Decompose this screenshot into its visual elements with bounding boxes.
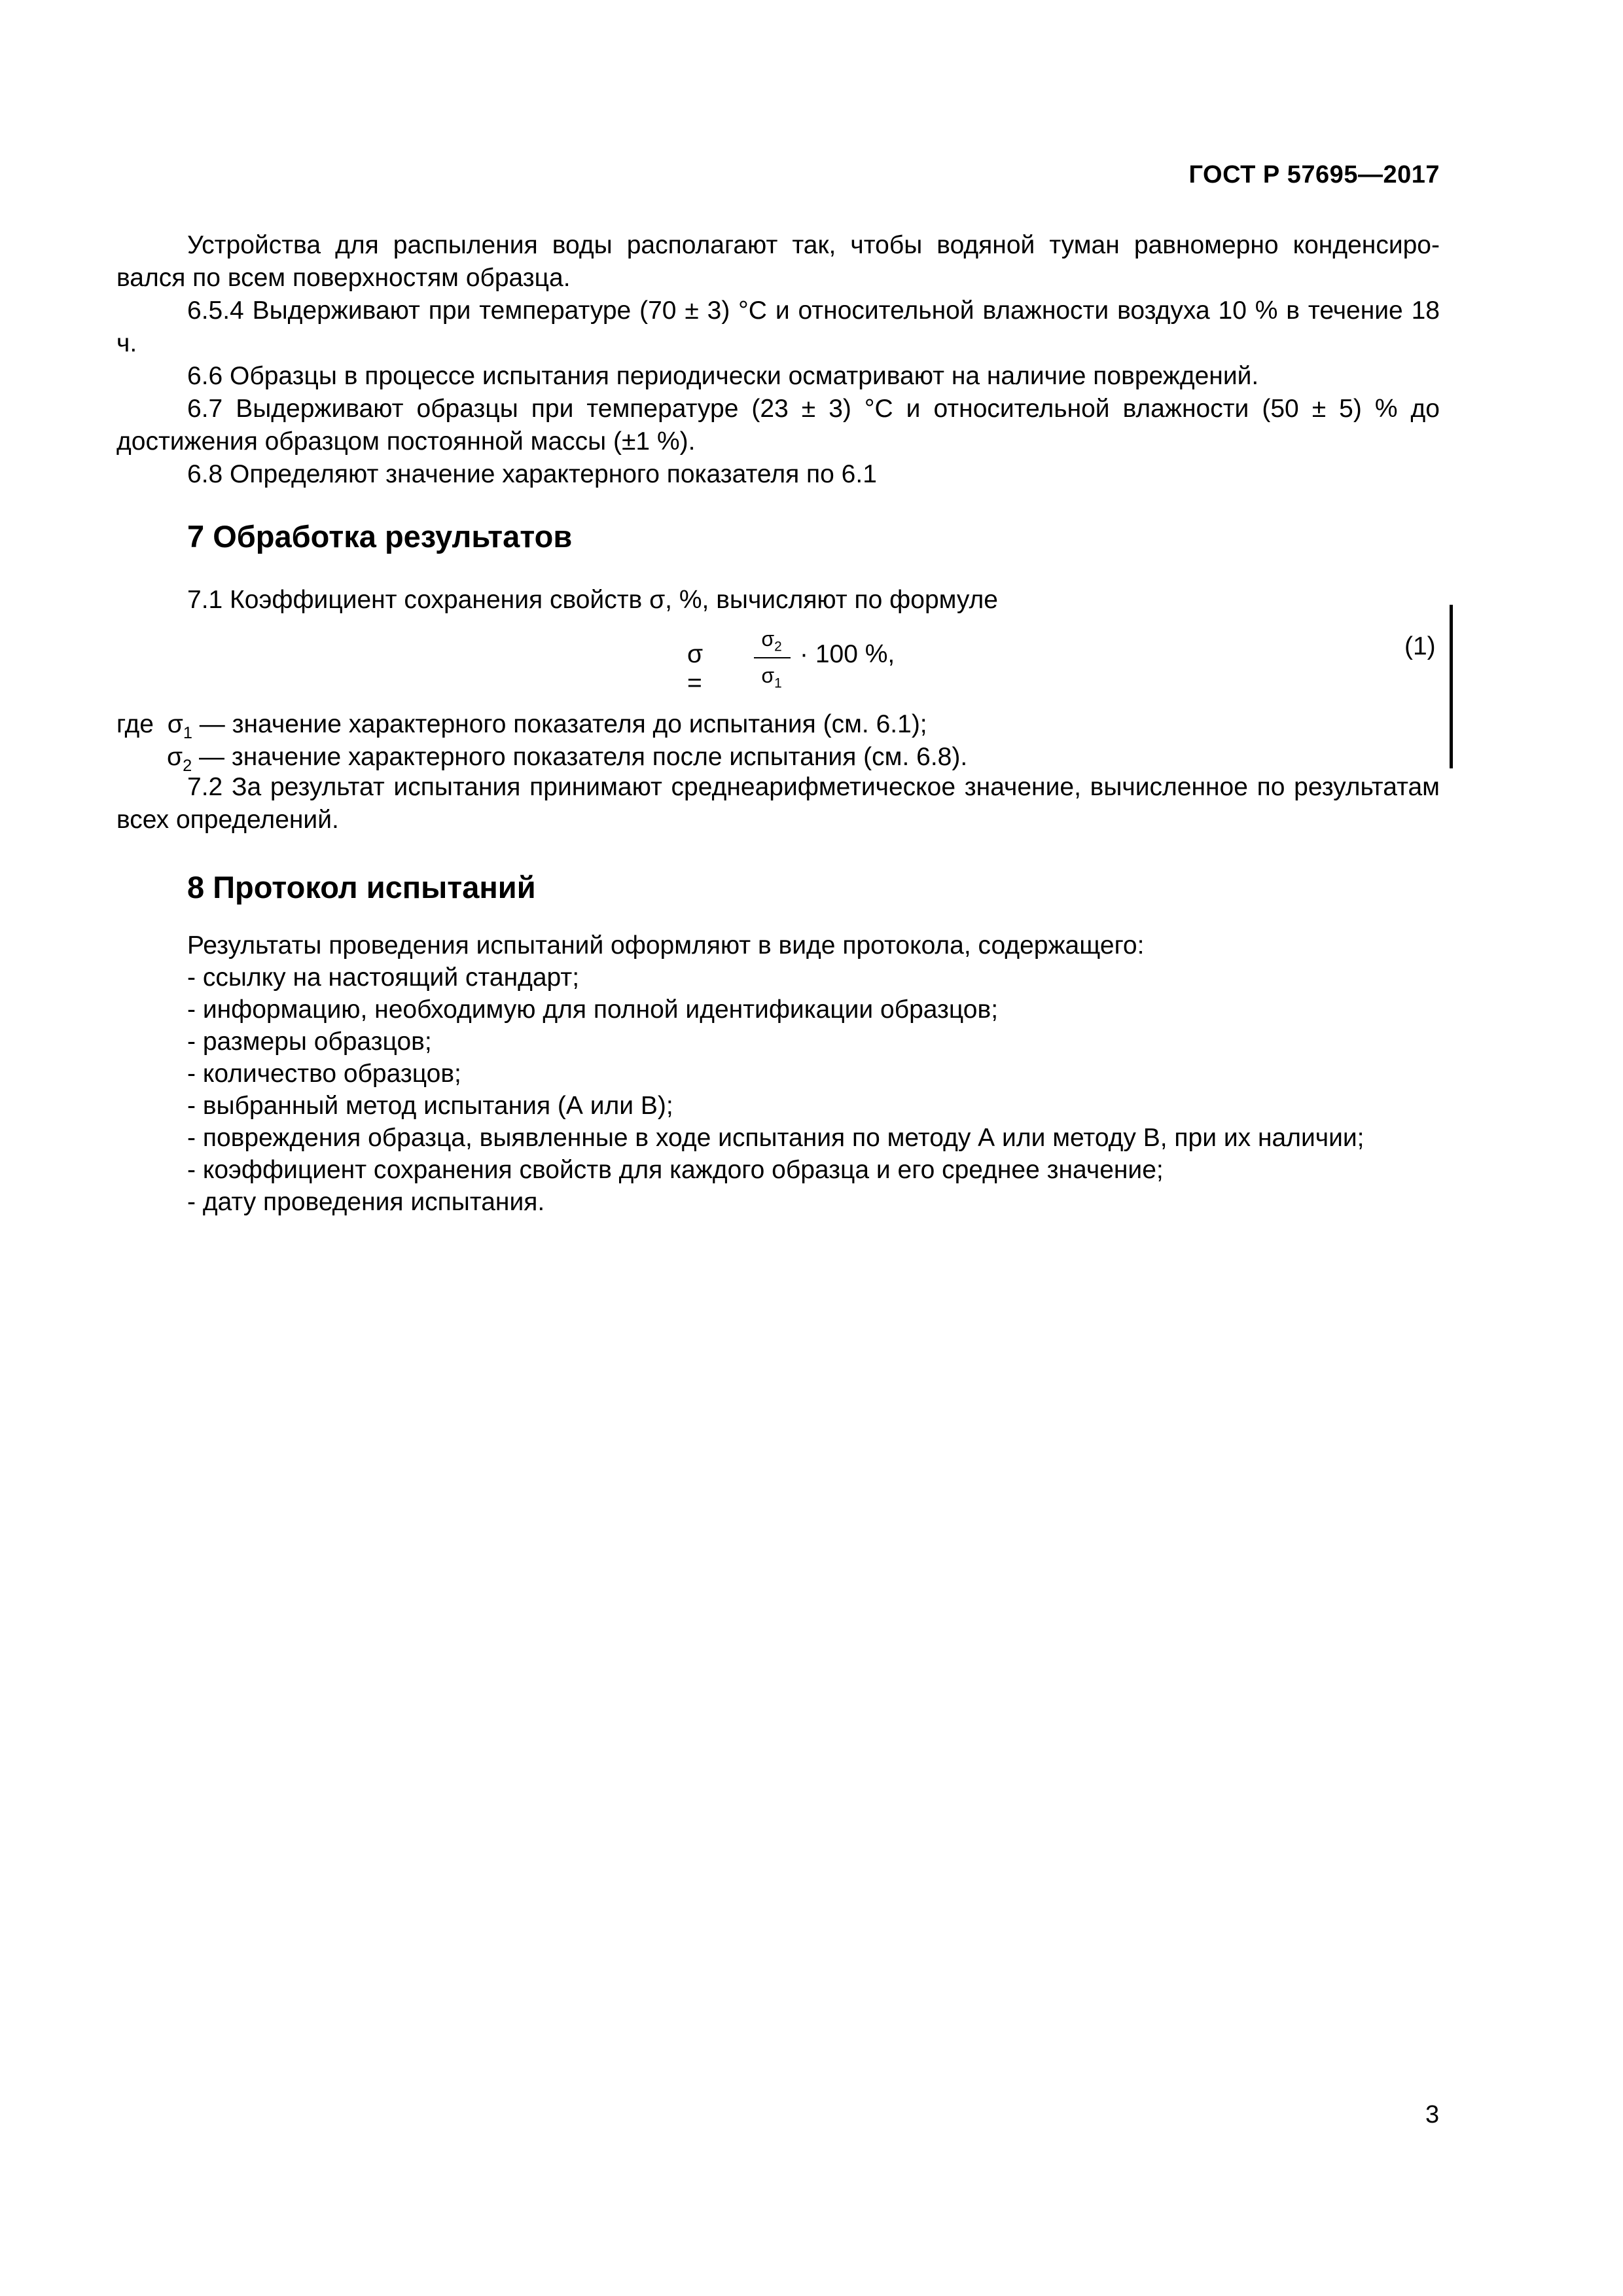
section-7-2 <box>116 771 1440 836</box>
paragraph-6-7: 6.7 Выдерживают образцы при температуре (23 ± 3) °С и относительной влажности (50 ± 5) % до достижения образцом постоянной массы (±1 %). <box>116 395 1440 456</box>
page-number: 3 <box>1425 2101 1440 2128</box>
formula-rhs: · 100 %, <box>800 640 895 668</box>
paragraph-spray-line1: Устройства для распыления воды располагают так, чтобы водяной туман равномерно конденсиро- <box>187 231 1440 259</box>
section-8-heading: 8 Протокол испытаний <box>187 870 536 905</box>
list-item: - информацию, необходимую для полной идентификации образцов; <box>187 996 999 1024</box>
section-7-heading: 7 Обработка результатов <box>187 519 573 554</box>
list-item: - дату проведения испытания. <box>187 1188 545 1216</box>
protocol-intro: Результаты проведения испытаний оформляют в виде протокола, содержащего: <box>187 931 1145 960</box>
fraction-bar <box>754 657 791 658</box>
where-sigma2: $\sigma_2$ — значение характерного показателя после испытания (см. 6.8). <box>167 743 968 775</box>
paragraph-6-6: 6.6 Образцы в процессе испытания периодически осматривают на наличие повреждений. <box>187 362 1259 390</box>
protocol-list <box>187 929 1364 1218</box>
formula-denominator: $\sigma_1$ <box>761 664 782 691</box>
paragraph-7-2: 7.2 За результат испытания принимают среднеарифметическое значение, вычисленное по результатам всех определений. <box>116 773 1440 834</box>
formula-lhs: σ = <box>687 640 704 697</box>
list-item: - выбранный метод испытания (А или В); <box>187 1092 673 1120</box>
paragraph-7-1: 7.1 Коэффициент сохранения свойств σ, %, вычисляют по формуле <box>187 586 998 614</box>
paragraph-6-8: 6.8 Определяют значение характерного показателя по 6.1 <box>187 460 877 488</box>
formula-numerator: $\sigma_2$ <box>761 627 782 655</box>
change-bar <box>1450 605 1453 768</box>
equation-number: (1) <box>1404 632 1436 660</box>
section-7-1 <box>116 584 1440 617</box>
list-item: - размеры образцов; <box>187 1028 432 1056</box>
where-sigma1: где $\sigma_1$ — значение характерного показателя до испытания (см. 6.1); <box>116 710 927 742</box>
section-6-text <box>116 229 1440 491</box>
list-item: - коэффициент сохранения свойств для каждого образца и его среднее значение; <box>187 1156 1164 1184</box>
list-item: - количество образцов; <box>187 1060 461 1088</box>
standard-code-header: ГОСТ Р 57695—2017 <box>1188 161 1440 188</box>
paragraph-6-5-4: 6.5.4 Выдерживают при температуре (70 ± 3) °С и относительной влажности воздуха 10 % в течение 18 ч. <box>116 296 1440 357</box>
list-item: - ссылку на настоящий стандарт; <box>187 963 580 992</box>
list-item: - повреждения образца, выявленные в ходе испытания по методу А или методу В, при их наличии; <box>187 1124 1364 1152</box>
paragraph-spray-line2: вался по всем поверхностям образца. <box>116 264 571 292</box>
